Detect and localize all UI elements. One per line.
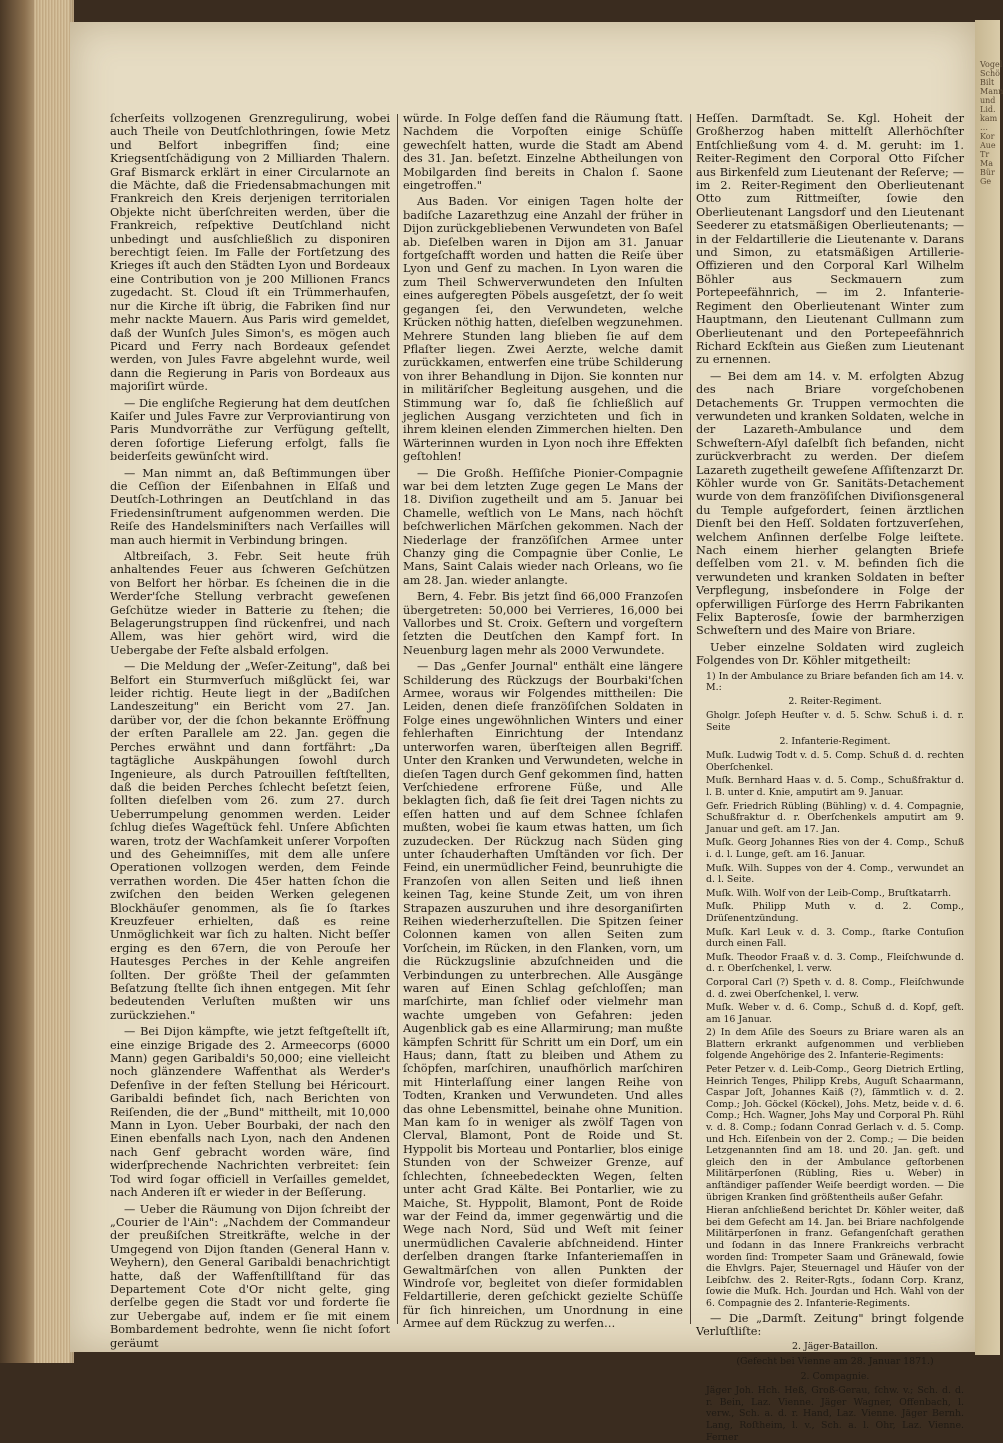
article-paragraph: — Ueber die Räumung von Dijon ſchreibt der „Courier de l'Ain": „Nachdem der Commandeur der preußiſchen Streitkräfte, welche in der Umgegend von Dijon ſtanden (General Hann v. Weyhern), den General Garibaldi benachrichtigt hatte, daß der Waffenſtillſtand für das Departement Cote d'Or nicht gelte, ging derſelbe gegen die Stadt vor und forderte ſie zur Uebergabe auf, indem er ſie mit einem Bombardement bedrohte, wenn ſie nicht ſofort geräumt: [110, 1202, 390, 1350]
column-2: [403, 112, 683, 1331]
article-paragraph: — Das „Genfer Journal" enthält eine längere Schilderung des Rückzugs der Bourbaki'ſchen Armee, woraus wir Folgendes mittheilen: Die Leiden, denen dieſe franzöſiſchen Soldaten in Folge eines ungewöhnlichen Winters und einer fehlerhaften Einrichtung der Intendanz unterworfen waren, überſteigen allen Begriff. Unter den Kranken und Verwundeten, welche in dieſen Tagen durch Genf gekommen ſind, hatten Verſchiedene erfrorene Füße, und Alle beklagten ſich, daß ſie ſeit drei Tagen nichts zu eſſen hatten und auf dem Schnee ſchlafen mußten, wobei ſie kaum etwas hatten, um ſich zuzudecken. Der Rückzug nach Süden ging unter ſchauderhaften Umſtänden vor ſich. Der Feind, ein unermüdlicher Feind, beunruhigte die Franzoſen von allen Seiten und ließ ihnen keinen Tag, keine Stunde Zeit, um von ihren Strapazen auszuruhen und ihre desorganiſirten Reihen wiederherzuſtellen. Die Spitzen ſeiner Colonnen kamen von allen Seiten zum Vorſchein, im Rücken, in den Flanken, vorn, um die Rückzugslinie abzuſchneiden und die Verbindungen zu unterbrechen. Alle Ausgänge waren auf Einen Schlag geſchloſſen; man marſchirte, man ſchlief oder vielmehr man wachte umgeben von Gefahren: jeden Augenblick gab es eine Allarmirung; man mußte kämpfen Schritt für Schritt um ein Dorf, um ein Haus; dann, ſtatt zu bleiben und Athem zu ſchöpfen, marſchiren, unaufhörlich marſchiren mit Hinterlaſſung einer langen Reihe von Todten, Kranken und Verwundeten. Und alles das ohne Lebensmittel, beinahe ohne Munition. Man kam ſo in weniger als zwölf Tagen von Clerval, Blamont, Pont de Roide und St. Hyppolit bis Morteau und Pontarlier, blos einige Stunden von der Schweizer Grenze, auf ſchlechten, ſchneebedeckten Wegen, ſelten unter acht Grad Kälte. Bei Pontarlier, wie zu Maiche, St. Hyppolit, Blamont, Pont de Roide war der Feind da, immer gegenwärtig und die Wege nach Nord, Süd und Weſt mit ſeiner unermüdlichen Cavalerie abſchneidend. Hinter derſelben drangen ſtarke Infanteriemaſſen in Gewaltmärſchen von allen Punkten der Windroſe vor, begleitet von dieſer formidablen Feldartillerie, deren geſchickt gezielte Schüſſe für ſich hinreichen, um Unordnung in eine Armee auf dem Rückzug zu werfen…: [403, 660, 683, 1331]
list-item: Muſk. Wilh. Wolf von der Leib-Comp., Bruſtkatarrh.: [706, 887, 952, 899]
article-paragraph: Heſſen. Darmſtadt. Se. Kgl. Hoheit der Großherzog haben mittelſt Allerhöchſter Entſchließung vom 4. d. M. geruht: im 1. Reiter-Regiment den Corporal Otto Fiſcher aus Birkenfeld zum Lieutenant der Reſerve; — im 2. Reiter-Regiment den Oberlieutenant Otto zum Rittmeiſter, ſowie den Oberlieutenant Langsdorf und den Lieutenant Seederer zu etatsmäßigen Oberlieutenants; — in der Feldartillerie die Lieutenante v. Darans und Simon, zu etatsmäßigen Artillerie-Offizieren und den Corporal Karl Wilhelm Böhler aus Seckmauern zum Portepeefähnrich, — im 2. Infanterie-Regiment den Oberlieutenant Winter zum Hauptmann, den Lieutenant Cullmann zum Oberlieutenant und den Portepeefähnrich Richard Eckſtein aus Gießen zum Lieutenant zu ernennen.: [696, 112, 964, 367]
list-intro: 2) In dem Aſile des Soeurs zu Briare waren als an Blattern erkrankt aufgenommen und verblieben folgende Angehörige des 2. Infanterie-Regiments:: [706, 1027, 964, 1062]
list-item: Muſk. Georg Johannes Ries von der 4. Comp., Schuß i. d. l. Lunge, geſt. am 16. Januar.: [706, 837, 964, 860]
margin-fragment: …: [980, 123, 988, 132]
margin-fragment: und: [980, 96, 996, 105]
list-item: Muſk. Ludwig Todt v. d. 5. Comp. Schuß d. d. rechten Oberſchenkel.: [706, 750, 964, 773]
margin-fragment: Lid.: [980, 105, 996, 114]
margin-fragment: Tr: [980, 150, 990, 159]
list-item: Muſk. Wilh. Suppes von der 4. Comp., verwundet an d. l. Seite.: [706, 862, 964, 886]
column-3: [696, 112, 964, 1443]
list-item: Gholgr. Joſeph Heuſter v. d. 5. Schw. Schuß i. d. r. Seite: [706, 710, 964, 734]
next-page-margin-text: [980, 60, 1003, 1260]
casualty-list: [696, 671, 964, 1310]
margin-fragment: kam: [980, 114, 998, 123]
list-item: Gefr. Friedrich Rübling (Bühling) v. d. 4. Compagnie, Schußfraktur d. r. Oberſchenkels amputirt am 9. Januar und geſt. am 17. Jan.: [706, 800, 964, 835]
article-paragraph: — Die engliſche Regierung hat dem deutſchen Kaiſer und Jules Favre zur Verproviantirung von Paris Mundvorräthe zur Verfügung geſtellt, deren ſofortige Lieferung erfolgt, falls ſie beiderſeits gewünſcht wird.: [110, 396, 390, 464]
article-paragraph: würde. In Folge deſſen fand die Räumung ſtatt. Nachdem die Vorpoſten einige Schüſſe gewechſelt hatten, wurde die Stadt am Abend des 31. Jan. beſetzt. Einzelne Abtheilungen von Mobilgarden ſind bereits in Chalon ſ. Saone eingetroffen.": [403, 112, 683, 193]
newspaper-page: [70, 22, 975, 1443]
regiment-heading: 2. Infanterie-Regiment.: [779, 735, 891, 747]
list-item: Muſk. Philipp Muth v. d. 2. Comp., Drüſenentzündung.: [706, 901, 964, 924]
regiment-heading: 2. Reiter-Regiment.: [788, 695, 882, 707]
article-paragraph: Ueber einzelne Soldaten wird zugleich Folgendes von Dr. Köhler mitgetheilt:: [696, 640, 964, 668]
margin-fragment: Vogel: [980, 60, 1003, 69]
article-paragraph: Bern, 4. Febr. Bis jetzt ſind 66,000 Franzoſen übergetreten: 50,000 bei Verrieres, 16,000 bei Vallorbes und St. Croix. Geſtern und vorgeſtern ſetzten die Deutſchen den Kampf fort. In Neuenburg lagen mehr als 2000 Verwundete.: [403, 590, 683, 657]
loss-list: [696, 1341, 964, 1443]
margin-fragment: Bilt: [980, 78, 995, 87]
list-item: Jäger Joh. Hch. Heß, Groß-Gerau, ſchw. v.; Sch. d. d. r. Bein, Laz. Vienne. Jäger Wagner, Offenbach, l. verw., Sch. a. d. r. Hand, Laz. Vienne. Jäger Bernh. Lang, Roſtheim, l. v., Sch. a. l. Ohr, Laz. Vienne. Ferner: [706, 1385, 964, 1443]
list-item: Peter Petzer v. d. Leib-Comp., Georg Dietrich Ertling, Heinrich Tenges, Philipp Krebs, Auguſt Schaarmann, Caspar Joſt, Johannes Kaiß (?), ſämmtlich v. d. 2. Comp.; Joh. Göckel (Köckel), Johs. Metz, beide v. d. 6. Comp.; Hch. Wagner, Johs May und Corporal Ph. Rühl v. d. 8. Comp.; ſodann Conrad Gerlach v. d. 5. Comp. und Hch. Eiſenbein von der 2. Comp.; — Die beiden Letzgenannten ſind am 18. und 20. Jan. geſt. und gleich den in der Ambulance geſtorbenen Militärperſonen (Rübling, Ries u. Weber) in anſtändiger paſſender Weiſe beerdigt worden. — Die übrigen Kranken ſind größtentheils außer Gefahr.: [706, 1064, 964, 1203]
article-paragraph: — Die Großh. Heſſiſche Pionier-Compagnie war bei dem letzten Zuge gegen Le Mans der 18. Diviſion zugetheilt und am 5. Januar bei Chamelle, weſtlich von Le Mans, nach höchſt beſchwerlichen Märſchen gekommen. Nach der Niederlage der franzöſiſchen Armee unter Chanzy ging die Compagnie über Conlie, Le Mans, Saint Calais wieder nach Orleans, wo ſie am 28. Jan. wieder anlangte.: [403, 466, 683, 587]
page-edges: [34, 0, 74, 1363]
margin-fragment: Schö: [980, 69, 1000, 78]
article-paragraph: Altbreiſach, 3. Febr. Seit heute früh anhaltendes Feuer aus ſchweren Geſchützen von Belfort her hörbar. Es ſcheinen die in die Werder'ſche Stellung verbracht geweſenen Geſchütze wieder in Batterie zu ſtehen; die Belagerungstruppen ſind rückenfrei, und nach Allem, was hier gehört wird, wird die Uebergabe der Feſte alsbald erfolgen.: [110, 550, 390, 657]
list-item: Corporal Carl (?) Speth v. d. 8. Comp., Fleiſchwunde d. d. zwei Oberſchenkel, l. verw.: [706, 976, 964, 1000]
margin-fragment: Bür: [980, 168, 995, 177]
list-item: Muſk. Theodor Fraaß v. d. 3. Comp., Fleiſchwunde d. d. r. Oberſchenkel, l. verw.: [706, 951, 964, 975]
battalion-heading: 2. Jäger-Bataillon.: [792, 1341, 878, 1353]
margin-fragment: Mann: [980, 87, 1003, 96]
list-item: Hieran anſchließend berichtet Dr. Köhler weiter, daß bei dem Gefecht am 14. Jan. bei Briare nachfolgende Militärperſonen in franz. Gefangenſchaft gerathen und ſodann in das Innere Frankreichs verbracht worden ſind: Trompeter Saam und Gränewald, ſowie die Ehvlgrs. Pajer, Steuernagel und Häuſer von der Leibſchw. des 2. Reiter-Rgts., ſodann Corp. Kranz, ſowie die Muſk. Hch. Jourdan und Hch. Wahl von der 6. Compagnie des 2. Infanterie-Regiments.: [706, 1205, 964, 1309]
list-item: Muſk. Bernhard Haas v. d. 5. Comp., Schußfraktur d. l. B. unter d. Knie, amputirt am 9. Januar.: [706, 775, 964, 798]
article-paragraph: — Die Meldung der „Weſer-Zeitung", daß bei Belfort ein Sturmverſuch mißglückt ſei, war leider richtig. Heute liegt in der „Badiſchen Landeszeitung" ein Bericht vom 27. Jan. darüber vor, der die ſchon bekannte Eröffnung der erſten Parallele am 22. Jan. gegen die Perches erwähnt und dann fortfährt: „Da tagtägliche Auskpähungen ſowohl durch Ingenieure, als durch Patrouillen feſtſtellten, daß die beiden Perches ſchlecht beſetzt ſeien, ſollten dieſelben vom 26. zum 27. durch Ueberrumpelung genommen werden. Leider ſchlug dieſes Wageſtück fehl. Unſere Abſichten waren, trotz der Wachſamkeit unſerer Vorpoſten und des Geheimniſſes, mit dem alle unſere Operationen vollzogen werden, dem Feinde verrathen worden. Die 45er hatten ſchon die zwiſchen den beiden Werken gelegenen Blockhäuſer genommen, als ſie ſo ſtarkes Kreuzfeuer erhielten, daß es reine Unmöglichkeit war ſich zu halten. Nicht beſſer erging es den 67ern, die von Perouſe her Hautesges Perches in der Kehle angreifen ſollten. Der größte Theil der geſammten Beſatzung ſtellte ſich ihnen entgegen. Mit ſehr bedeutenden Verluſten mußten wir uns zurückziehen.": [110, 660, 390, 1022]
column-1: [110, 112, 390, 1350]
margin-fragment: Ge: [980, 177, 992, 186]
list-item: Muſk. Karl Leuk v. d. 3. Comp., ſtarke Contuſion durch einen Fall.: [706, 926, 964, 950]
article-paragraph: Aus Baden. Vor einigen Tagen holte der badiſche Lazarethzug eine Anzahl der früher in Dijon zurückgebliebenen Verwundeten von Baſel ab. Dieſelben waren in Dijon am 31. Januar fortgeſchafft worden und hatten die Reiſe über Lyon und Genf zu machen. In Lyon waren die zum Theil Schwerverwundeten den Inſulten eines aufgeregten Pöbels ausgeſetzt, der ſo weit gegangen ſei, den Verwundeten, welche Krücken nöthig hatten, dieſelben wegzunehmen. Mehrere Stunden lang blieben ſie auf dem Pflaſter liegen. Zwei Aerzte, welche damit zurückkamen, entwerfen eine trübe Schilderung von ihrer Behandlung in Dijon. Sie konnten nur in militäriſcher Begleitung ausgehen, und die Stimmung war ſo, daß ſie ſchließlich auf jeglichen Ausgang verzichteten und ſich in ihrem kleinen elenden Zimmerchen hielten. Den Wärterinnen wurden in Lyon noch ihre Effekten geſtohlen!: [403, 195, 683, 464]
margin-fragment: Aue: [980, 141, 996, 150]
article-paragraph: — Man nimmt an, daß Beſtimmungen über die Ceſſion der Eiſenbahnen in Elſaß und Deutſch-Lothringen an Deutſchland in das Friedensinſtrument aufgenommen werden. Die Reiſe des Handelsminiſters nach Verſailles will man auch hiermit in Verbindung bringen.: [110, 466, 390, 547]
column-rule-1: [397, 114, 398, 1324]
list-item: Muſk. Weber v. d. 6. Comp., Schuß d. d. Kopf, geſt. am 16 Januar.: [706, 1002, 964, 1025]
list-intro: 1) In der Ambulance zu Briare befanden ſich am 14. v. M.:: [706, 670, 964, 694]
battle-heading: (Gefecht bei Vienne am 28. Januar 1871.): [736, 1355, 934, 1367]
article-paragraph: ſcherſeits vollzogenen Grenzregulirung, wobei auch Theile von Deutſchlothringen, ſowie Metz und Belfort inbegriffen ſind; eine Kriegsentſchädigung von 2 Milliarden Thalern. Graf Bismarck erklärt in einer Circularnote an die Mächte, daß die Friedensabmachungen mit Frankreich den Kreis derjenigen territorialen Objekte nicht überſchreiten werden, über die Frankreich, reſpektive Deutſchland nicht unbedingt und ausſchließlich zu disponiren berechtigt ſeien. Im Falle der Fortſetzung des Krieges iſt auch den Städten Lyon und Bordeaux eine Contribution von je 200 Millionen Francs zugedacht. St. Cloud iſt ein Trümmerhaufen, nur die Kirche iſt übrig, die Fabriken ſind nur mehr nackte Mauern. Aus Paris wird gemeldet, daß der Wunſch Jules Simon's, es mögen auch Picard und Ferry nach Bordeaux geſendet werden, von Jules Favre abgelehnt wurde, weil dann die Regierung in Paris von Bordeaux aus majoriſirt würde.: [110, 112, 390, 394]
margin-fragment: Kor: [980, 132, 995, 141]
article-paragraph: — Die „Darmſt. Zeitung" bringt folgende Verluſtliſte:: [696, 1311, 964, 1338]
article-paragraph: — Bei Dijon kämpfte, wie jetzt feſtgeſtellt iſt, eine einzige Brigade des 2. Armeecorps (6000 Mann) gegen Garibaldi's 50,000; eine vielleicht noch glänzendere Waffenthat als Werder's Defenſive in der feſten Stellung bei Héricourt. Garibaldi befindet ſich, nach Berichten von Reiſenden, die der „Bund" mittheilt, mit 10,000 Mann in Lyon. Ueber Bourbaki, der nach den Einen ebenfalls nach Lyon, nach den Andenen nach Genf gebracht worden wäre, ſind widerſprechende Nachrichten verbreitet: ſein Tod wird ſogar officiell in Verſailles gemeldet, nach Anderen iſt er wieder in der Beſſerung.: [110, 1025, 390, 1200]
company-heading: 2. Compagnie.: [800, 1370, 870, 1382]
margin-fragment: Ma: [980, 159, 993, 168]
column-rule-2: [690, 114, 691, 1324]
article-paragraph: — Bei dem am 14. v. M. erfolgten Abzug des nach Briare vorgeſchobenen Detachements Gr. Truppen vermochten die verwundeten und kranken Soldaten, welche in der Lazareth-Ambulance und dem Schweſtern-Aſyl daſelbſt ſich befanden, nicht zurückverbracht zu werden. Der dieſem Lazareth zugetheilt geweſene Aſſiſtenzarzt Dr. Köhler wurde von Gr. Sanitäts-Detachement wurde von dem franzöſiſchen Diviſionsgeneral du Temple aufgefordert, ſeinen ärztlichen Dienſt bei den Heſſ. Soldaten fortzuverſehen, welchem Anſinnen derſelbe Folge leiſtete. Nach einem hierher gelangten Briefe deſſelben vom 21. v. M. befinden ſich die verwundeten und kranken Soldaten in beſter Verpflegung, insbeſondere in Folge der opferwilligen Fürſorge des Herrn Fabrikanten Felix Bapterosſe, ſowie der barmherzigen Schweſtern und des Maire von Briare.: [696, 369, 964, 638]
